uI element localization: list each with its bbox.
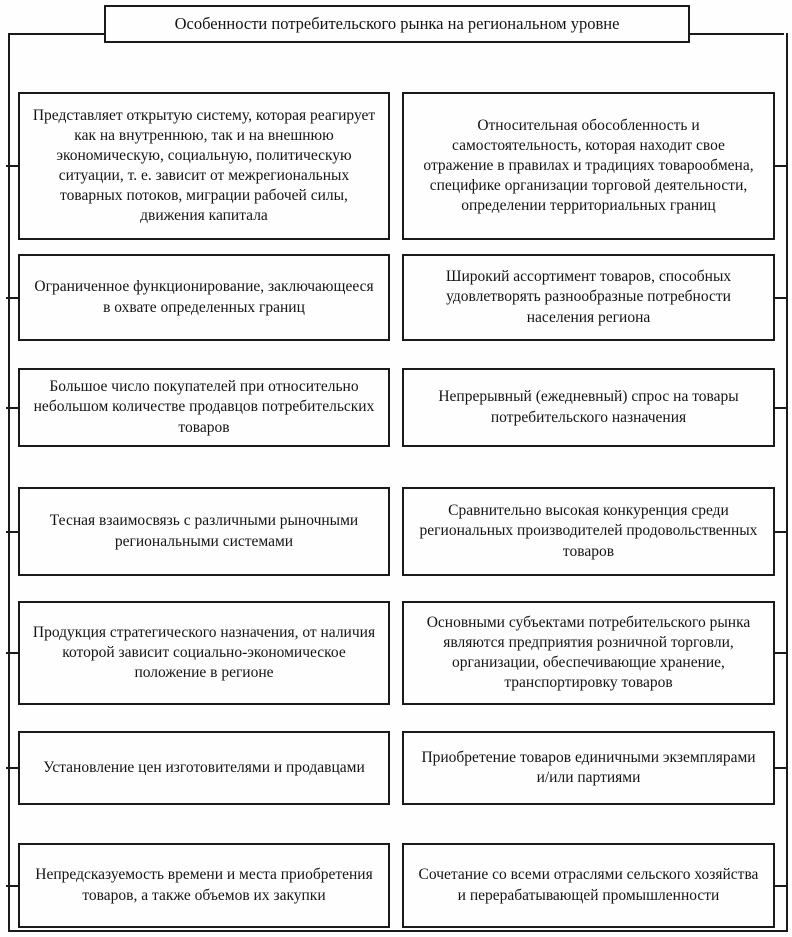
feature-box-right-4 — [402, 487, 775, 576]
feature-box-left-6 — [18, 731, 390, 805]
top-connector-right — [689, 33, 784, 35]
feature-box-left-3 — [18, 368, 390, 447]
top-connector-left — [8, 33, 105, 35]
feature-box-left-2 — [18, 254, 390, 341]
feature-text: Относительная обособленность и самостоятельность, которая находит свое отражение в правилах и традициях товарообмена, специфике организации торговой деятельности, определении территориальных границ — [423, 116, 754, 215]
feature-box-left-1 — [18, 92, 390, 240]
feature-text: Основными субъектами потребительского рынка являются предприятия розничной торговли, организации, обеспечивающие хранение, транспортировку товаров — [426, 613, 751, 692]
title-text: Особенности потребительского рынка на региональном уровне — [174, 14, 620, 33]
feature-text: Сравнительно высокая конкуренция среди региональных производителей продовольственных товаров — [419, 502, 758, 560]
feature-box-right-3 — [402, 368, 775, 447]
feature-text: Ограниченное функционирование, заключающееся в охвате определенных границ — [34, 278, 374, 316]
feature-box-right-5 — [402, 601, 775, 705]
feature-text: Продукция стратегического назначения, от наличия которой зависит социально-экономическое положение в регионе — [32, 623, 376, 682]
feature-box-right-7 — [402, 843, 775, 928]
feature-box-left-4 — [18, 487, 390, 576]
feature-text: Тесная взаимосвязь с различными рыночными региональными системами — [49, 512, 359, 550]
feature-text: Установление цен изготовителями и продавцами — [43, 758, 365, 776]
feature-box-right-6 — [402, 731, 775, 805]
feature-text: Приобретение товаров единичными экземплярами и/или партиями — [421, 748, 756, 786]
title-box — [104, 5, 690, 43]
feature-text: Непрерывный (ежедневный) спрос на товары потребительского назначения — [438, 388, 739, 426]
feature-box-left-5 — [18, 601, 390, 705]
feature-text: Широкий ассортимент товаров, способных удовлетворять разнообразные потребности населения региона — [445, 268, 732, 326]
feature-box-right-2 — [402, 254, 775, 341]
feature-text: Сочетание со всеми отраслями сельского хозяйства и перерабатывающей промышленности — [418, 866, 759, 904]
feature-box-right-1 — [402, 92, 775, 240]
feature-text: Большое число покупателей при относительно небольшом количестве продавцов потребительских товаров — [33, 378, 375, 436]
feature-text: Непредсказуемость времени и места приобретения товаров, а также объемов их закупки — [35, 866, 373, 904]
feature-text: Представляет открытую систему, которая реагирует как на внутреннюю, так и на внешнюю экономическую, социальную, политическую ситуации, т. е. зависит от межрегиональных товарных потоков, миграции рабочей силы, движения капитала — [32, 106, 376, 225]
feature-box-left-7 — [18, 843, 390, 928]
